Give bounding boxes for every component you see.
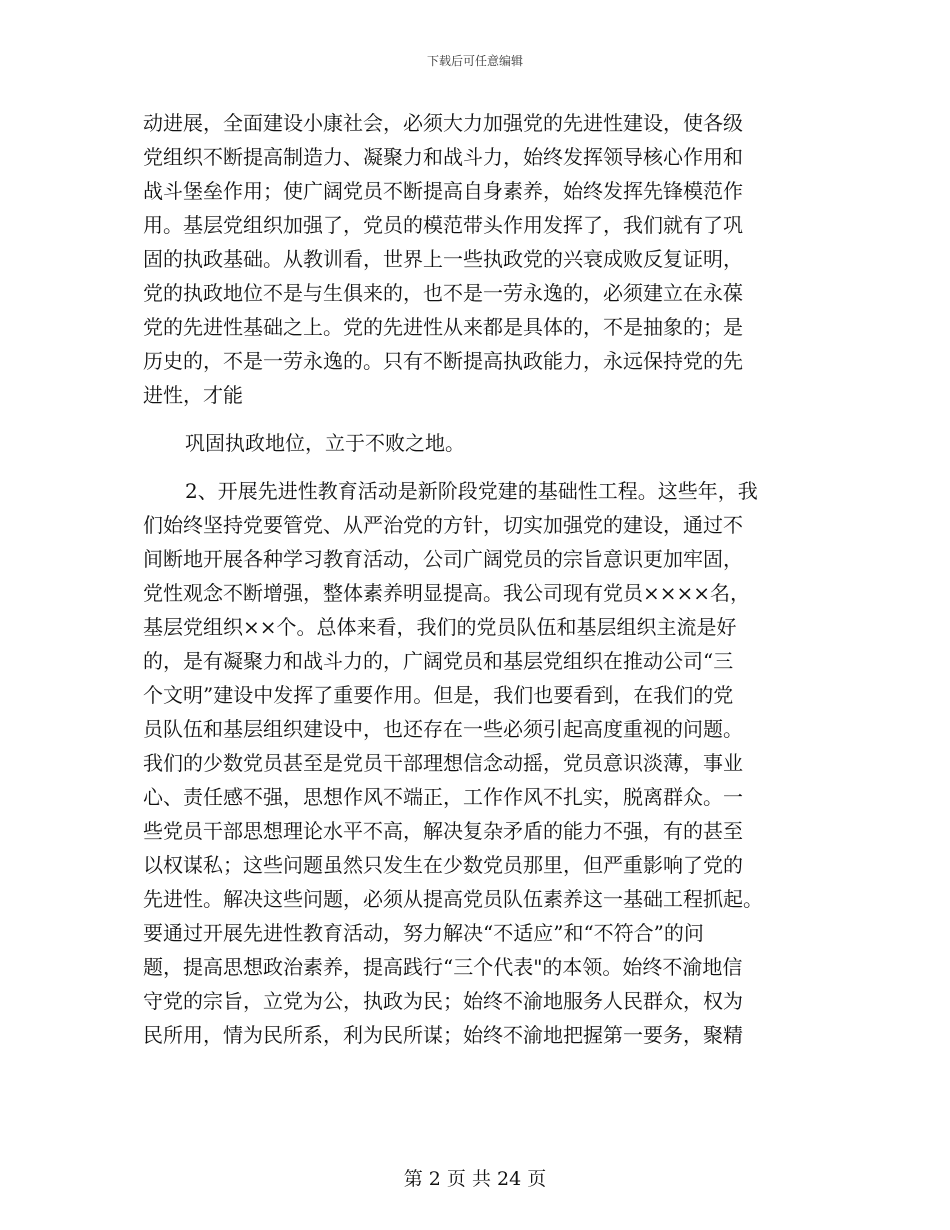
text-line: 题，提高思想政治素养，提高践行“三个代表"的本领。始终不渝地信: [143, 955, 743, 979]
text-line: 战斗堡垒作用；使广阔党员不断提高自身素养，始终发挥先锋模范作: [143, 179, 743, 203]
text-line: 党的先进性基础之上。党的先进性从来都是具体的，不是抽象的；是: [143, 315, 743, 339]
text-line: 间断地开展各种学习教育活动，公司广阔党员的宗旨意识更加牢固，: [143, 547, 743, 571]
text-line: 我们的少数党员甚至是党员干部理想信念动摇，党员意识淡薄，事业: [143, 751, 743, 775]
text-line: 先进性。解决这些问题，必须从提高党员队伍素养这一基础工程抓起。: [143, 887, 763, 911]
text-line: 民所用，情为民所系，利为民所谋；始终不渝地把握第一要务，聚精: [143, 1023, 743, 1047]
page-header: 下载后可任意编辑: [426, 54, 523, 68]
text-line: 些党员干部思想理论水平不高，解决复杂矛盾的能力不强，有的甚至: [143, 819, 743, 843]
text-line: 个文明”建设中发挥了重要作用。但是，我们也要看到，在我们的党: [143, 683, 734, 707]
paragraph: [143, 106, 813, 412]
document-body: [143, 106, 813, 1052]
text-line: 进性，才能: [143, 383, 243, 407]
text-line: 以权谋私；这些问题虽然只发生在少数党员那里，但严重影响了党的: [143, 853, 743, 877]
text-line: 们始终坚持党要管党、从严治党的方针，切实加强党的建设，通过不: [143, 513, 743, 537]
text-line: 动进展，全面建设小康社会，必须大力加强党的先进性建设，使各级: [143, 111, 743, 135]
text-line: 党的执政地位不是与生俱来的，也不是一劳永逸的，必须建立在永葆: [143, 281, 743, 305]
text-line: 员队伍和基层组织建设中，也还存在一些必须引起高度重视的问题。: [143, 717, 743, 741]
text-line: 固的执政基础。从教训看，世界上一些执政党的兴衰成败反复证明，: [143, 247, 743, 271]
text-line: 用。基层党组织加强了，党员的模范带头作用发挥了，我们就有了巩: [143, 213, 743, 237]
text-line: 守党的宗旨，立党为公，执政为民；始终不渝地服务人民群众，权为: [143, 989, 743, 1013]
text-line: 巩固执政地位，立于不败之地。: [185, 431, 465, 455]
text-line: 历史的，不是一劳永逸的。只有不断提高执政能力，永远保持党的先: [143, 349, 743, 373]
page-number-footer: 第 2 页 共 24 页: [403, 1168, 547, 1190]
paragraph: [143, 474, 813, 1052]
text-line: 要通过开展先进性教育活动，努力解决“不适应”和“不符合”的问: [143, 921, 704, 945]
text-line: 基层党组织××个。总体来看，我们的党员队伍和基层组织主流是好: [143, 615, 737, 639]
text-line: 2、开展先进性教育活动是新阶段党建的基础性工程。这些年，我: [185, 479, 758, 503]
text-line: 党组织不断提高制造力、凝聚力和战斗力，始终发挥领导核心作用和: [143, 145, 743, 169]
text-line: 心、责任感不强，思想作风不端正，工作作风不扎实，脱离群众。一: [143, 785, 743, 809]
text-line: 的，是有凝聚力和战斗力的，广阔党员和基层党组织在推动公司“三: [143, 649, 734, 673]
paragraph: [143, 426, 813, 460]
text-line: 党性观念不断增强，整体素养明显提高。我公司现有党员××××名，: [143, 581, 751, 605]
